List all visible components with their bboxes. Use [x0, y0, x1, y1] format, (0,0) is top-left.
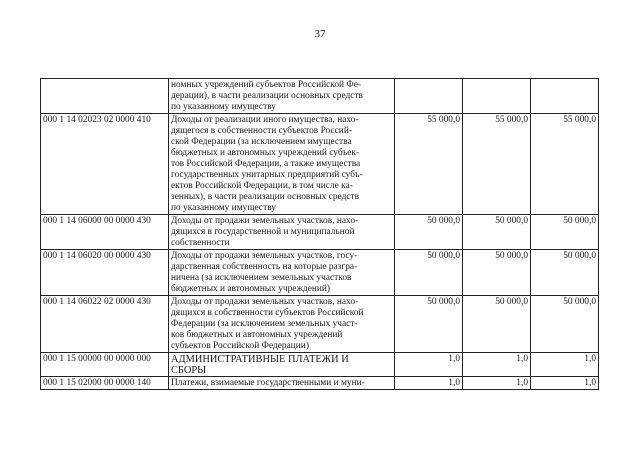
amount-year-1: 55 000,0: [395, 114, 463, 215]
revenue-name-line: по указанному имуществу: [171, 102, 276, 112]
revenue-name-line: собственности: [171, 238, 230, 248]
budget-classification-code: 000 1 14 06022 02 0000 430: [41, 296, 169, 353]
revenue-name: [169, 114, 395, 215]
page-number: 37: [314, 28, 326, 40]
amount-year-3: 50 000,0: [531, 215, 599, 250]
table-row: [41, 114, 599, 215]
amount-year-2: 1,0: [463, 377, 531, 390]
amount-year-2: 50 000,0: [463, 215, 531, 250]
revenue-name-line: Платежи, взимаемые государственными и муни-: [171, 378, 365, 388]
amount-year-2: 50 000,0: [463, 296, 531, 353]
revenue-name-line: тов Российской Федерации, а также имущества: [171, 159, 361, 169]
revenue-name-line: ничена (за исключением земельных участков: [171, 273, 352, 283]
amount-year-3: [531, 79, 599, 114]
amount-year-3: 50 000,0: [531, 250, 599, 296]
revenue-name-line: Федерации (за исключением земельных участ-: [171, 319, 358, 329]
revenue-name-line: дарственная собственность на которые разгра-: [171, 262, 358, 272]
revenue-name-line: ской Федерации (за исключением имущества: [171, 137, 352, 147]
budget-classification-code: 000 1 14 06000 00 0000 430: [41, 215, 169, 250]
amount-year-1: 50 000,0: [395, 250, 463, 296]
revenue-name-line: дерации), в части реализации основных средств: [171, 91, 363, 101]
revenue-name-line: Доходы от продажи земельных участков, нахо-: [171, 297, 359, 307]
table-row: [41, 377, 599, 390]
revenue-name-line: Доходы от продажи земельных участков, госу-: [171, 251, 358, 261]
revenue-name-line: бюджетных и автономных учреждений субъек-: [171, 148, 360, 158]
table-row: [41, 353, 599, 377]
revenue-name-line: дящихся в государственной и муниципальной: [171, 227, 355, 237]
revenue-name-line: СБОРЫ: [171, 365, 207, 376]
revenue-name: [169, 353, 395, 377]
revenue-name-line: государственных унитарных предприятий субъ-: [171, 170, 363, 180]
revenue-name-line: номных учреждений субъектов Российской Фе-: [171, 80, 362, 90]
revenue-name-line: ектов Российской Федерации, в том числе ка-: [171, 181, 353, 191]
budget-classification-code: 000 1 14 06020 00 0000 430: [41, 250, 169, 296]
amount-year-3: 1,0: [531, 377, 599, 390]
revenue-name: [169, 215, 395, 250]
revenue-name-line: Доходы от продажи земельных участков, нахо-: [171, 216, 359, 226]
revenue-name: [169, 377, 395, 390]
revenue-name: [169, 250, 395, 296]
budget-classification-code: [41, 79, 169, 114]
amount-year-1: 1,0: [395, 377, 463, 390]
revenue-name-line: зенных), в части реализации основных средств: [171, 192, 360, 202]
revenue-name-line: ков бюджетных и автономных учреждений: [171, 330, 343, 340]
revenue-name-line: бюджетных и автономных учреждений): [171, 284, 331, 294]
budget-classification-code: 000 1 15 00000 00 0000 000: [41, 353, 169, 377]
amount-year-1: 50 000,0: [395, 296, 463, 353]
revenue-name: [169, 296, 395, 353]
amount-year-3: 1,0: [531, 353, 599, 377]
amount-year-1: 1,0: [395, 353, 463, 377]
budget-classification-code: 000 1 14 02023 02 0000 410: [41, 114, 169, 215]
budget-classification-code: 000 1 15 02000 00 0000 140: [41, 377, 169, 390]
revenue-name-line: Доходы от реализации иного имущества, нахо-: [171, 115, 359, 125]
revenue-name-line: дящихся в собственности субъектов Российской: [171, 308, 364, 318]
amount-year-1: 50 000,0: [395, 215, 463, 250]
table-body: [41, 79, 599, 390]
amount-year-3: 50 000,0: [531, 296, 599, 353]
table-row: [41, 79, 599, 114]
revenue-name-line: дящегося в собственности субъектов Россий-: [171, 126, 352, 136]
amount-year-2: 50 000,0: [463, 250, 531, 296]
revenue-name: [169, 79, 395, 114]
budget-revenue-table: [40, 78, 599, 390]
amount-year-2: [463, 79, 531, 114]
revenue-name-line: по указанному имуществу: [171, 203, 276, 213]
table-row: [41, 250, 599, 296]
revenue-name-line: АДМИНИСТРАТИВНЫЕ ПЛАТЕЖИ И: [171, 354, 349, 365]
table-row: [41, 215, 599, 250]
amount-year-2: 55 000,0: [463, 114, 531, 215]
amount-year-2: 1,0: [463, 353, 531, 377]
revenue-name-line: субъектов Российской Федерации): [171, 341, 309, 351]
table-row: [41, 296, 599, 353]
amount-year-1: [395, 79, 463, 114]
amount-year-3: 55 000,0: [531, 114, 599, 215]
